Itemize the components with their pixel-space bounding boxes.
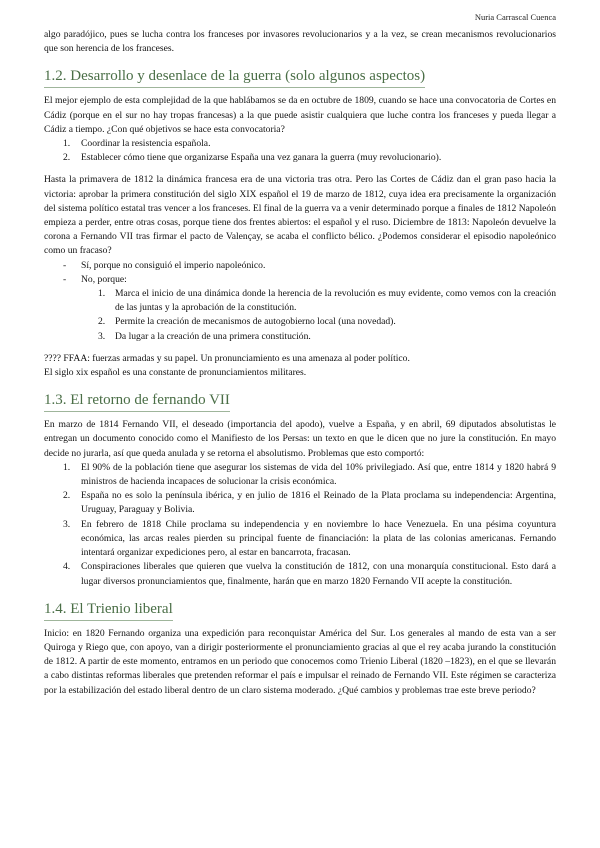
list-item: - Sí, porque no consiguió el imperio napoleónico. bbox=[63, 259, 266, 271]
note-pronunciamientos: El siglo xix español es una constante de pronunciamientos militares. bbox=[44, 367, 307, 379]
list-item: - No, porque: bbox=[63, 273, 127, 285]
author-header: Nuria Carrascal Cuenca bbox=[474, 12, 556, 22]
section-1-4-paragraph-1: Inicio: en 1820 Fernando organiza una expedición para reconquistar América del Sur. Los generales al mando de esta van a ser Quiroga y Riego que, con apoyo, van a dirigir posteriormente el pronunciamiento gracias al que el rey acaba jurando la constitución de 1812. A partir de este momento, entramos en un periodo que conocemos como Trienio Liberal (1820 –1823), en el que se llevarán a cabo distintas reformas liberales que pretenden reformar el país e impulsar el reinado de Fernando VII. Este régimen se caracteriza por la estabilización del estado liberal dentro de un claro sistema moderado. ¿Qué cambios y problemas trae este breve periodo? bbox=[44, 627, 556, 696]
list-item: 2. Establecer cómo tiene que organizarse España una vez ganara la guerra (muy revolucionario). bbox=[63, 152, 442, 164]
list-item: 1. Marca el inicio de una dinámica donde la herencia de la revolución es muy evidente, como vemos con la creación de las juntas y la aprobación de la constitución. bbox=[98, 288, 556, 314]
section-1-4-heading: 1.4. El Trienio liberal bbox=[44, 600, 173, 621]
list-item: 4. Conspiraciones liberales que quieren que vuelva la constitución de 1812, con una monarquía constitucional. Esto dará a lugar diversos pronunciamientos que, finalmente, harán que en marzo 1820 Fernando VII acepte la constitución. bbox=[63, 561, 556, 587]
list-item: 1. El 90% de la población tiene que asegurar los sistemas de vida del 10% privilegiado. Así que, entre 1814 y 1820 habrá 9 ministros de hacienda incapaces de solucionar la crisis económica. bbox=[63, 461, 556, 488]
objectives-list bbox=[44, 137, 556, 165]
list-item: 3. En febrero de 1818 Chile proclama su independencia y en noviembre lo hace Venezuela. En una pésima coyuntura económica, las arcas reales pierden su principal fuente de financiación: la plata de las colonias americanas. Fernando intentará organizar expediciones pero, al estar en bancarrota, fracasan. bbox=[63, 518, 556, 559]
list-item: 2. España no es solo la península ibérica, y en julio de 1816 el Reinado de la Plata proclama su independencia: Argentina, Uruguay, Paraguay y Bolivia. bbox=[63, 490, 556, 516]
section-1-3-paragraph-1: En marzo de 1814 Fernando VII, el deseado (importancia del apodo), vuelve a España, y en abril, 69 diputados absolutistas le entregan un documento conocido como el Manifiesto de los Persas: un texto en que le dicen que no jure la constitución. En mayo decide no jurarla, así que queda anulada y se retorna el absolutismo. Problemas que esto comportó: bbox=[44, 419, 556, 459]
section-1-2-paragraph-1: El mejor ejemplo de esta complejidad de la que hablábamos se da en octubre de 1809, cuando se hace una convocatoria de Cortes en Cádiz (porque en el sur no hay tropas francesas) a la que puede asistir cualquiera que luche contra los franceses y pueda llegar a Cádiz a tiempo. ¿Con qué objetivos se hace esta convocatoria? bbox=[44, 95, 556, 135]
note-ffaa: ???? FFAA: fuerzas armadas y su papel. Un pronunciamiento es una amenaza al poder político. bbox=[44, 352, 410, 364]
reasons-list bbox=[44, 287, 556, 344]
problems-list bbox=[44, 461, 556, 589]
section-1-2-heading: 1.2. Desarrollo y desenlace de la guerra (solo algunos aspectos) bbox=[44, 67, 425, 88]
list-item: 1. Coordinar la resistencia española. bbox=[63, 138, 211, 150]
answers-list bbox=[44, 259, 556, 287]
intro-paragraph: algo paradójico, pues se lucha contra los franceses por invasores revolucionarios y a la vez, se crean mecanismos revolucionarios que son herencia de los franceses. bbox=[44, 29, 556, 55]
section-1-3-heading: 1.3. El retorno de fernando VII bbox=[44, 391, 230, 412]
list-item: 2. Permite la creación de mecanismos de autogobierno local (una novedad). bbox=[98, 316, 396, 328]
section-1-2-paragraph-2: Hasta la primavera de 1812 la dinámica francesa era de una victoria tras otra. Pero las Cortes de Cádiz dan el gran paso hacia la victoria: aprobar la primera constitución del siglo XIX español el 19 de marzo de 1812, cuya idea era precisamente la organización del sistema político estatal tras vencer a los franceses. El final de la guerra va a venir determinado porque a finales de 1812 Napoleón empieza a perder, entre otras cosas, porque tiene dos frentes abiertos: el español y el ruso. Diciembre de 1813: Napoleón devuelve la corona a Fernando VII tras firmar el pacto de Valençay, se acaba el conflicto bélico. ¿Podemos considerar el episodio napoleónico como un fracaso? bbox=[44, 174, 557, 257]
list-item: 3. Da lugar a la creación de una primera constitución. bbox=[98, 330, 311, 342]
